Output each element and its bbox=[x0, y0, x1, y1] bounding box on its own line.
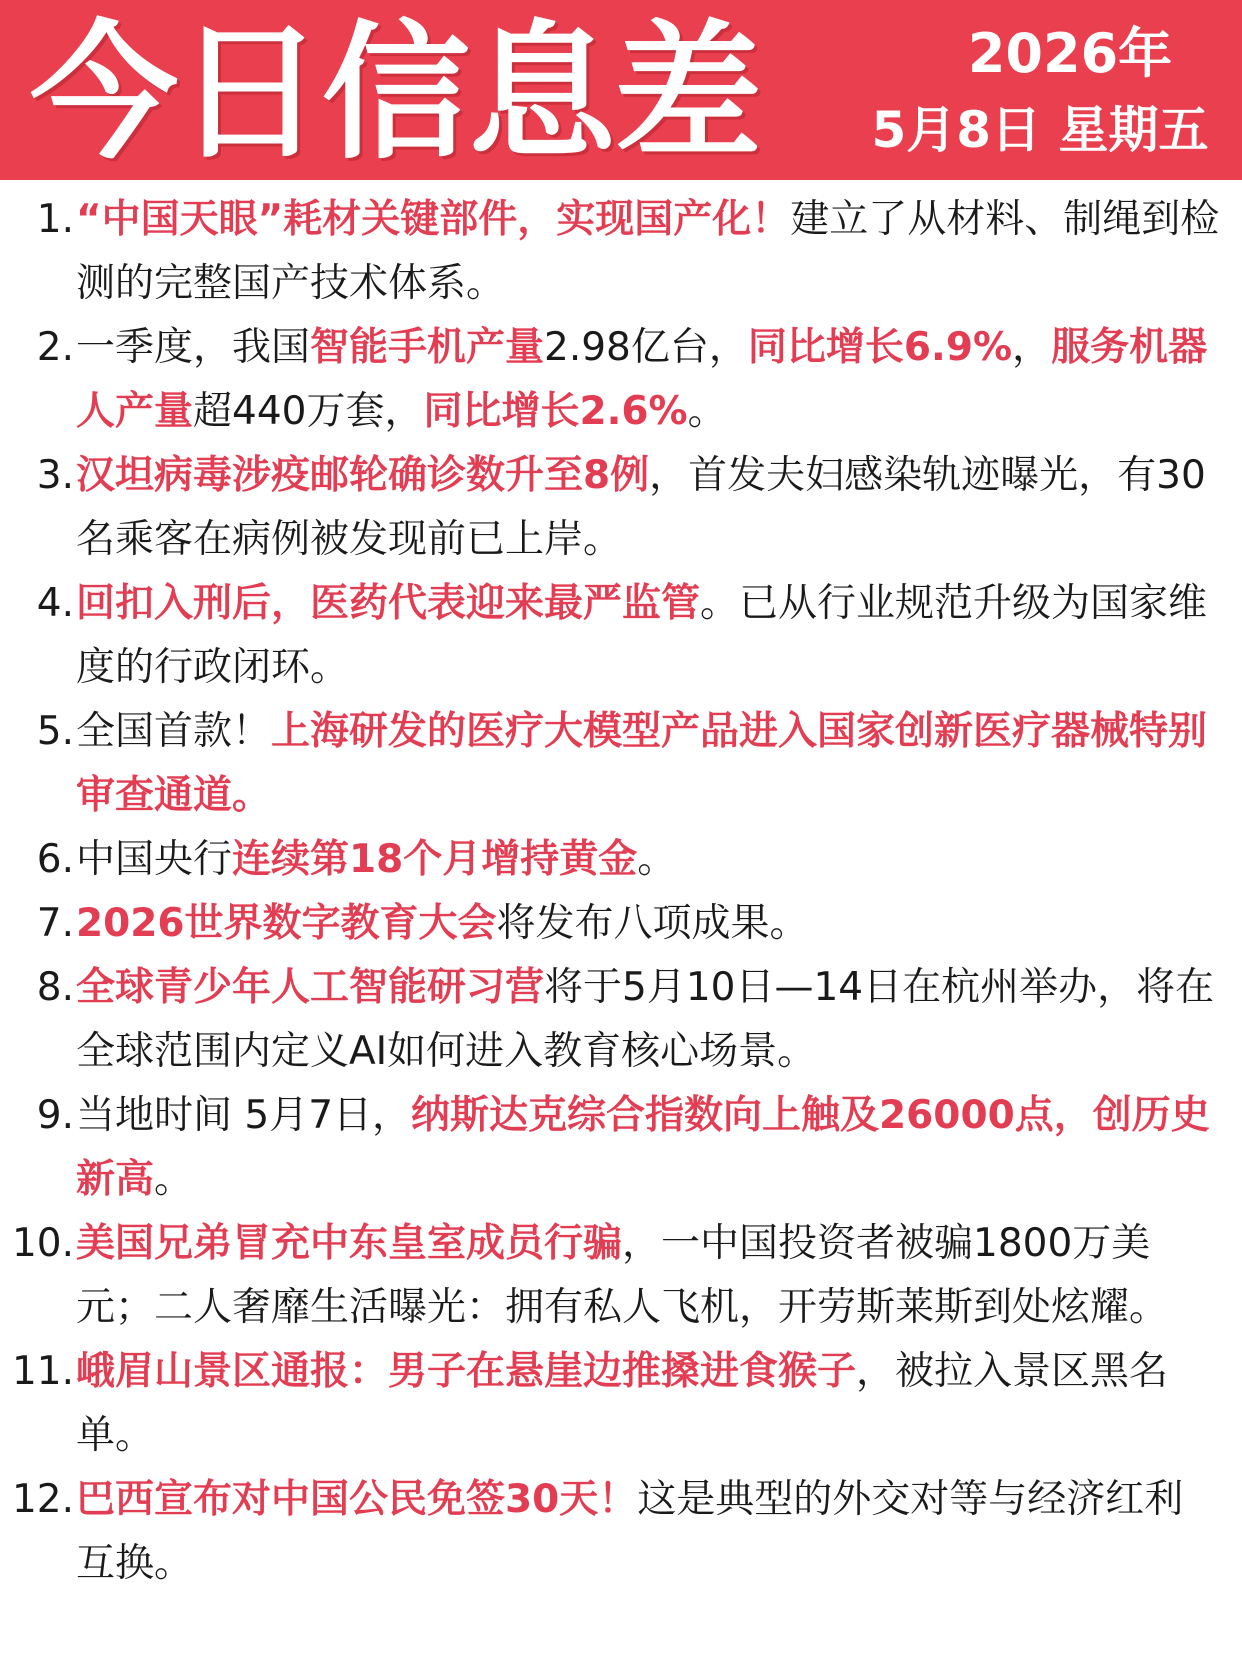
news-body-text: 。 bbox=[687, 389, 727, 434]
news-highlight-text: 连续第18个月增持黄金 bbox=[232, 837, 638, 882]
date-year: 2026年 bbox=[967, 22, 1173, 85]
news-item bbox=[0, 956, 1242, 1084]
news-body-text: 。 bbox=[637, 837, 677, 882]
news-body-text: ，被拉入景区黑名单。 bbox=[76, 1349, 1169, 1458]
news-highlight-text: 服务机器人产量 bbox=[76, 325, 1208, 434]
news-item bbox=[0, 1212, 1242, 1340]
news-body-text: 全国首款！ bbox=[76, 709, 272, 754]
news-highlight-text: 汉坦病毒涉疫邮轮确诊数升至8例 bbox=[76, 453, 650, 498]
news-item-number: 4. bbox=[36, 581, 74, 626]
news-highlight-text: 智能手机产量 bbox=[310, 325, 545, 370]
news-body-text: 将发布八项成果。 bbox=[496, 901, 809, 946]
news-highlight-text: 巴西宣布对中国公民免签30天！ bbox=[76, 1477, 638, 1522]
news-item bbox=[0, 1340, 1242, 1468]
news-item-number: 7. bbox=[36, 901, 74, 946]
news-highlight-text: 上海研发的医疗大模型产品进入国家创新医疗器械特别审查通道。 bbox=[76, 709, 1208, 818]
news-item bbox=[0, 188, 1242, 316]
news-highlight-text: “中国天眼”耗材关键部件，实现国产化！ bbox=[76, 197, 791, 242]
news-item bbox=[0, 572, 1242, 700]
news-body-text: ，一中国投资者被骗1800万美元；二人奢靡生活曝光：拥有私人飞机，开劳斯莱斯到处炫耀。 bbox=[76, 1221, 1169, 1330]
news-list bbox=[0, 188, 1242, 1596]
news-highlight-text: 2026世界数字教育大会 bbox=[76, 901, 497, 946]
news-body-text: 这是典型的外交对等与经济红利互换。 bbox=[76, 1477, 1184, 1586]
news-highlight-text: 纳斯达克综合指数向上触及26000点，创历史新高 bbox=[76, 1093, 1210, 1202]
news-body-text: 建立了从材料、制绳到检测的完整国产技术体系。 bbox=[76, 197, 1220, 306]
news-body-text: 超440万套， bbox=[193, 389, 424, 434]
page-title: 今日信息差 bbox=[30, 7, 760, 179]
news-highlight-text: 美国兄弟冒充中东皇室成员行骗 bbox=[76, 1221, 623, 1266]
news-item-number: 2. bbox=[36, 325, 74, 370]
news-item-number: 5. bbox=[36, 709, 74, 754]
news-highlight-text: 回扣入刑后，医药代表迎来最严监管 bbox=[76, 581, 701, 626]
news-body-text: 中国央行 bbox=[76, 837, 233, 882]
news-highlight-text: 峨眉山景区通报：男子在悬崖边推搡进食猴子 bbox=[76, 1349, 857, 1394]
news-highlight-text: 同比增长6.9% bbox=[747, 325, 1013, 370]
header-banner bbox=[0, 0, 1242, 180]
news-item bbox=[0, 1084, 1242, 1212]
news-item-number: 12. bbox=[11, 1477, 74, 1522]
news-item bbox=[0, 700, 1242, 828]
news-highlight-text: 全球青少年人工智能研习营 bbox=[76, 965, 545, 1010]
news-item-number: 10. bbox=[11, 1221, 74, 1266]
news-body-text: 当地时间 5月7日， bbox=[76, 1093, 412, 1138]
news-body-text: 一季度，我国 bbox=[76, 325, 311, 370]
news-item-number: 3. bbox=[36, 453, 74, 498]
news-item bbox=[0, 316, 1242, 444]
news-item bbox=[0, 828, 1242, 892]
news-body-text: ， bbox=[1012, 325, 1052, 370]
news-item bbox=[0, 1468, 1242, 1596]
news-highlight-text: 同比增长2.6% bbox=[423, 389, 688, 434]
news-item bbox=[0, 444, 1242, 572]
news-item-number: 9. bbox=[36, 1093, 74, 1138]
news-item-number: 8. bbox=[36, 965, 74, 1010]
news-body-text: 。 bbox=[154, 1157, 194, 1202]
date-day-weekday: 5月8日 星期五 bbox=[871, 101, 1209, 159]
news-body-text: 。已从行业规范升级为国家维度的行政闭环。 bbox=[76, 581, 1208, 690]
news-body-text: 将于5月10日—14日在杭州举办，将在全球范围内定义AI如何进入教育核心场景。 bbox=[76, 965, 1215, 1074]
news-item bbox=[0, 892, 1242, 956]
news-item-number: 11. bbox=[11, 1349, 74, 1394]
news-body-text: ，首发夫妇感染轨迹曝光，有30名乘客在病例被发现前已上岸。 bbox=[76, 453, 1206, 562]
news-body-text: 2.98亿台， bbox=[544, 325, 748, 370]
news-item-number: 6. bbox=[36, 837, 74, 882]
news-item-number: 1. bbox=[36, 197, 74, 242]
